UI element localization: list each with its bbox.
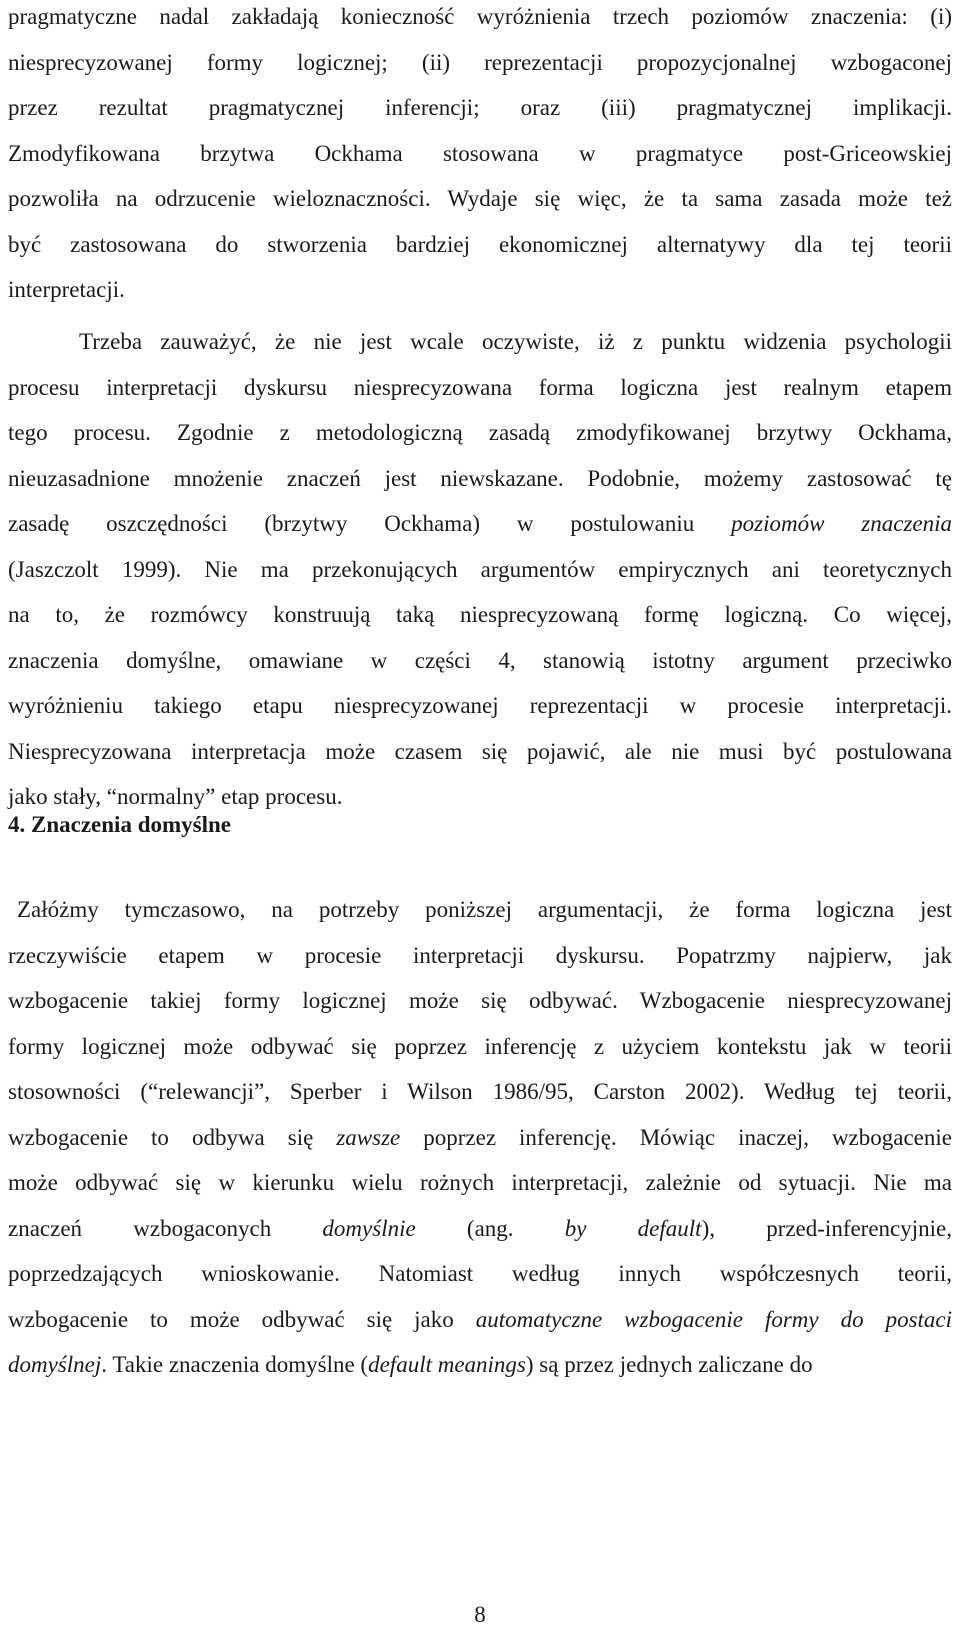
text-segment: przez rezultat pragmatycznej inferencji; oraz (iii) pragmatycznej implikacji. [8,95,952,120]
text-segment: na to, że rozmówcy konstruują taką niesprecyzowaną formę logiczną. Co więcej, [8,602,952,627]
text-line [8,182,952,216]
text-line [8,228,952,262]
italic-text: by default [564,1215,702,1241]
text-segment: Trzeba zauważyć, że nie jest wcale oczywiste, iż z punktu widzenia psychologii [79,329,952,354]
text-segment: wzbogacenie to odbywa się [8,1124,337,1150]
text-segment: pozwoliła na odrzucenie wieloznaczności. Wydaje się więc, że ta sama zasada może też [8,186,952,211]
text-line [8,0,952,34]
italic-text: domyślnie [322,1215,416,1241]
text-line [8,1303,952,1337]
text-segment: znaczenia domyślne, omawiane w części 4, stanowią istotny argument przeciwko [8,647,952,673]
text-segment: ), przed-inferencyjnie, [701,1215,952,1241]
text-segment: pragmatyczne nadal zakładają konieczność wyróżnienia trzech poziomów znaczenia: (i) [8,4,952,29]
italic-text: default meanings [368,1352,526,1377]
text-segment: poprzez inferencję. Mówiąc inaczej, wzbogacenie [400,1124,952,1150]
text-segment: zasadę oszczędności (brzytwy Ockhama) w postulowaniu [8,511,732,536]
text-line [8,598,952,632]
text-segment: nieuzasadnione mnożenie znaczeń jest niewskazane. Podobnie, możemy zastosować tę [8,465,952,491]
text-segment: . Takie znaczenia domyślne ( [101,1352,369,1377]
italic-text: zawsze [336,1124,401,1150]
text-line [8,1257,952,1291]
text-segment: (Jaszczolt 1999). Nie ma przekonujących argumentów empirycznych ani teoretycznych [8,556,952,582]
text-line [8,137,952,171]
text-segment: niesprecyzowanej formy logicznej; (ii) reprezentacji propozycjonalnej wzbogaconej [8,49,952,75]
italic-text: automatyczne wzbogacenie formy do postaci [475,1306,953,1332]
text-segment: znaczeń wzbogaconych [8,1215,323,1241]
text-segment: rzeczywiście etapem w procesie interpretacji dyskursu. Popatrzmy najpierw, jak [8,942,952,968]
text-line [8,462,952,496]
text-line [8,507,952,541]
text-segment: wzbogacenie to może odbywać się jako [8,1306,476,1332]
text-segment: ) są przez jednych zaliczane do [525,1352,813,1377]
text-segment: być zastosowana do stworzenia bardziej ekonomicznej alternatywy dla tej teorii [8,231,952,257]
text-segment: wyróżnieniu takiego etapu niesprecyzowanej reprezentacji w procesie interpretacji. [8,693,952,718]
text-line [8,325,952,359]
text-line [8,1212,952,1246]
text-line [8,371,952,405]
italic-text: domyślnej [8,1352,102,1377]
italic-text: poziomów znaczenia [731,511,952,536]
text-line [8,893,952,927]
text-line [8,91,952,125]
text-line [8,273,952,307]
text-segment: Załóżmy tymczasowo, na potrzeby poniższej argumentacji, że forma logiczna jest [17,897,952,922]
text-line [8,1075,952,1109]
text-line [8,689,952,723]
page-number: 8 [474,1602,486,1627]
text-line [8,1030,952,1064]
text-line [8,939,952,973]
text-line [8,644,952,678]
text-line [8,416,952,450]
text-segment: interpretacji. [8,277,125,302]
text-segment: tego procesu. Zgodnie z metodologiczną zasadą zmodyfikowanej brzytwy Ockhama, [8,420,952,445]
text-segment: wzbogacenie takiej formy logicznej może się odbywać. Wzbogacenie niesprecyzowanej [8,988,952,1013]
text-line [8,1166,952,1200]
text-segment: procesu interpretacji dyskursu niesprecyzowana forma logiczna jest realnym etapem [8,374,952,400]
text-line [8,984,952,1018]
text-segment: jako stały, “normalny” etap procesu. [8,784,343,809]
text-line [8,553,952,587]
text-segment: poprzedzających wnioskowanie. Natomiast według innych współczesnych teorii, [8,1261,952,1286]
section-heading: 4. Znaczenia domyślne [8,812,231,837]
text-segment: stosowności (“relewancji”, Sperber i Wilson 1986/95, Carston 2002). Według tej teorii, [8,1079,952,1104]
text-segment: (ang. [415,1215,565,1241]
text-line [8,735,952,769]
text-line [8,1121,952,1155]
text-segment: może odbywać się w kierunku wielu rożnych interpretacji, zależnie od sytuacji. Nie ma [8,1170,952,1195]
text-segment: Zmodyfikowana brzytwa Ockhama stosowana w pragmatyce post-Griceowskiej [8,140,952,166]
text-segment: Niesprecyzowana interpretacja może czasem się pojawić, ale nie musi być postulowana [8,738,952,764]
text-line [8,1348,952,1382]
text-segment: formy logicznej może odbywać się poprzez inferencję z użyciem kontekstu jak w teorii [8,1033,952,1059]
text-line [8,46,952,80]
